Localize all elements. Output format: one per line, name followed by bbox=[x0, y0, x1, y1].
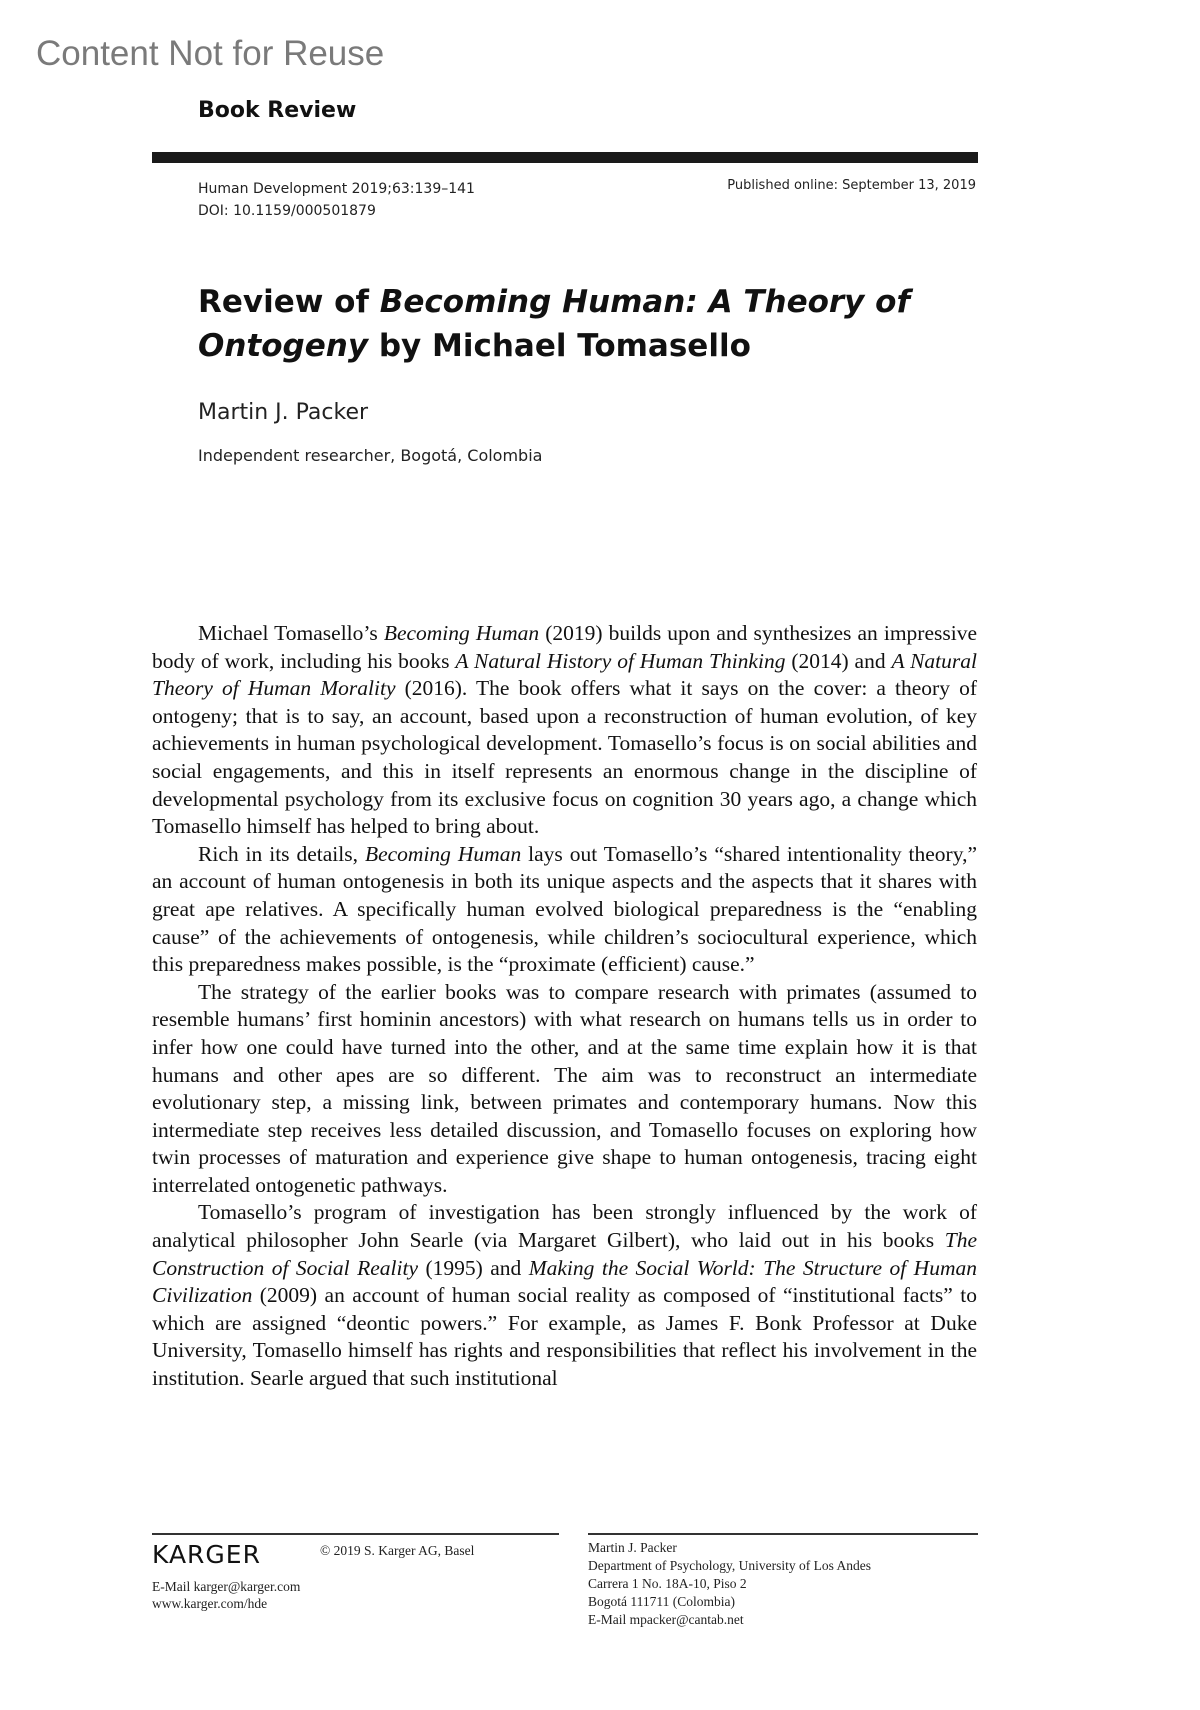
text-run: (2019) builds upon and synthesizes an impressive body of work, including his books bbox=[152, 621, 978, 673]
text-run: (2014) and bbox=[785, 648, 892, 673]
copyright-notice: © 2019 S. Karger AG, Basel bbox=[320, 1543, 475, 1558]
section-label: Book Review bbox=[198, 98, 357, 123]
publisher-email[interactable]: E-Mail karger@karger.com bbox=[152, 1579, 301, 1594]
journal-meta bbox=[198, 178, 475, 222]
book-title: The Construction of Social Reality bbox=[152, 1228, 977, 1280]
article-body bbox=[152, 620, 977, 1393]
publisher-website[interactable]: www.karger.com/hde bbox=[152, 1596, 268, 1611]
text-run: Tomasello’s program of investigation has been strongly influenced by the work of analytical philosopher John Searle (via Margaret Gilbert), who laid out in his books bbox=[152, 1200, 977, 1253]
article-title bbox=[198, 280, 958, 368]
text-run: lays out Tomasello’s “shared intentionality theory,” an account of human ontogenesis in both its unique aspects and the aspects that it shares with great ape relatives. A specifically human evolved biological preparedness is the “enabling cause” of the achievements of ontogenesis, while children’s sociocultural experience, which this preparedness makes possible, is the “proximate (efficient) cause.” bbox=[152, 841, 977, 977]
footer-rule-right bbox=[588, 1533, 978, 1535]
text-run: (1995) and bbox=[418, 1255, 529, 1280]
title-book-name: Becoming Human: A Theory of Ontogeny bbox=[198, 284, 910, 364]
publisher-logo: KARGER bbox=[152, 1540, 261, 1569]
book-title: A Natural Theory of Human Morality bbox=[152, 648, 977, 701]
author-name: Martin J. Packer bbox=[198, 400, 369, 425]
correspondence-department: Department of Psychology, University of Los Andes bbox=[588, 1558, 871, 1573]
header-rule bbox=[152, 152, 978, 163]
footer-rule-left bbox=[152, 1533, 559, 1535]
correspondence-street: Carrera 1 No. 18A-10, Piso 2 bbox=[588, 1576, 747, 1591]
author-affiliation: Independent researcher, Bogotá, Colombia bbox=[198, 446, 543, 465]
text-run: Michael Tomasello’s bbox=[198, 621, 384, 645]
watermark-text: Content Not for Reuse bbox=[36, 34, 385, 73]
correspondence-name: Martin J. Packer bbox=[588, 1540, 677, 1555]
paragraph-1 bbox=[152, 620, 977, 841]
paragraph-3: The strategy of the earlier books was to compare research with primates (assumed to resemble humans’ first hominin ancestors) with what research on humans tells us in order to infer how one could have turned into the other, and at the same time explain how it is that humans and other apes are so different. The aim was to reconstruct an intermediate evolutionary step, a missing link, between primates and contemporary humans. Now this intermediate step receives less detailed discussion, and Tomasello focuses on exploring how twin processes of maturation and experience give shape to human ontogenesis, tracing eight interrelated ontogenetic pathways. bbox=[152, 979, 977, 1197]
text-run: Rich in its details, bbox=[198, 841, 365, 866]
correspondence-city: Bogotá 111711 (Colombia) bbox=[588, 1594, 735, 1609]
published-date: Published online: September 13, 2019 bbox=[727, 178, 976, 193]
text-run: (2009) an account of human social reality as composed of “institutional facts” to which are assigned “deontic powers.” For example, as James F. Bonk Professor at Duke University, Tomasello himself has rights and responsibilities that reflect his involvement in the institution. Searle argued that such institutional bbox=[152, 1283, 977, 1391]
book-title: Making the Social World: The Structure of Human Civilization bbox=[152, 1255, 977, 1308]
correspondence-email[interactable]: E-Mail mpacker@cantab.net bbox=[588, 1612, 744, 1627]
paragraph-2 bbox=[152, 841, 977, 979]
text-run: (2016). The book offers what it says on the cover: a theory of ontogeny; that is to say, an account, based upon a reconstruction of human evolution, of key achievements in human psychological development. Tomasello’s focus is on social abilities and social engagements, and this in itself represents an enormous change in the discipline of developmental psychology from its exclusive focus on cognition 30 years ago, a change which Tomasello himself has helped to bring about. bbox=[152, 676, 977, 839]
book-title: A Natural History of Human Thinking bbox=[455, 648, 786, 673]
paragraph-4 bbox=[152, 1199, 977, 1392]
book-title: Becoming Human bbox=[383, 621, 540, 645]
publisher-contact bbox=[152, 1578, 300, 1612]
title-text-end: by Michael Tomasello bbox=[368, 328, 751, 364]
journal-citation: Human Development 2019;63:139–141 bbox=[198, 181, 475, 197]
book-title: Becoming Human bbox=[364, 841, 522, 866]
doi[interactable]: DOI: 10.1159/000501879 bbox=[198, 203, 376, 219]
correspondence-address bbox=[588, 1539, 871, 1629]
title-text: Review of bbox=[198, 284, 380, 320]
